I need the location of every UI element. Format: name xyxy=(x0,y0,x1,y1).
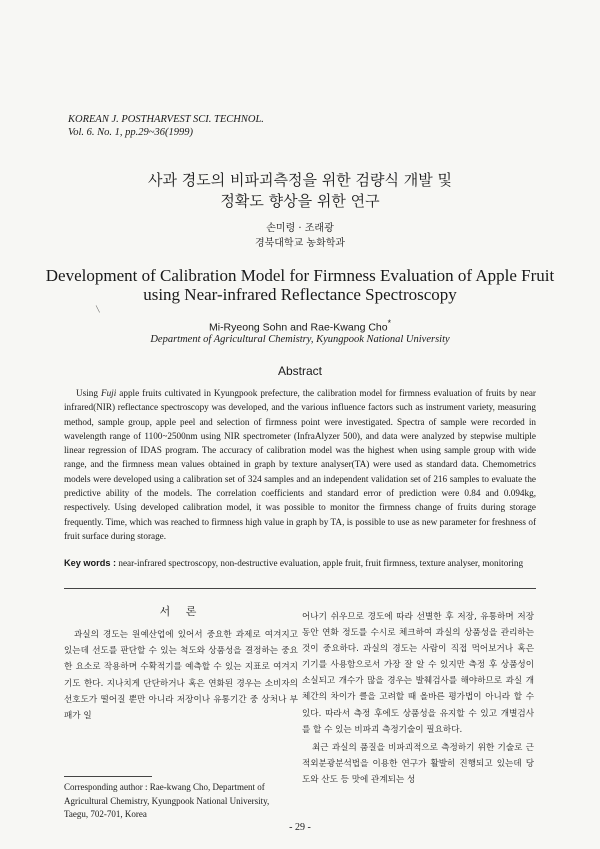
scan-mark: ╲ xyxy=(96,306,100,313)
journal-header xyxy=(68,113,264,139)
korean-title xyxy=(0,170,600,212)
abstract-heading: Abstract xyxy=(277,364,322,378)
intro-right-column xyxy=(302,609,534,788)
english-affiliation: Department of Agricultural Chemistry, Kyungpook National University xyxy=(150,334,450,345)
corresponding-author-footnote: Corresponding author : Rae-kwang Cho, Department of Agricultural Chemistry, Kyungpook National University, Taegu, 702-701, Korea xyxy=(64,782,270,819)
korean-affiliation: 경북대학교 농화학과 xyxy=(254,238,346,249)
english-author-names: Mi-Ryeong Sohn and Rae-Kwang Cho xyxy=(208,321,388,334)
section-divider xyxy=(64,588,536,589)
korean-author-block xyxy=(0,221,600,251)
keywords xyxy=(64,557,544,570)
corresponding-author-mark: * xyxy=(387,318,391,328)
intro-heading: 서 론 xyxy=(159,605,203,618)
page-number: - 29 - xyxy=(289,822,311,833)
footnote-divider xyxy=(64,776,152,777)
intro-left-column xyxy=(64,604,298,724)
korean-title-line-1: 사과 경도의 비파괴측정을 위한 검량식 개발 및 xyxy=(148,171,452,189)
cultivar-name: Fuji xyxy=(100,388,117,398)
korean-authors: 손미령 · 조래광 xyxy=(266,223,334,234)
keywords-text: near-infrared spectroscopy, non-destructive evaluation, apple fruit, fruit firmness, texture analyser, monitoring xyxy=(118,558,524,568)
intro-paragraph-1-continued: 어나기 쉬우므로 경도에 따라 선별한 후 저장, 유통하며 저장동안 연화 정도를 수시로 체크하여 과실의 상품성을 관리하는 것이 중요하다. 과실의 경도는 사람이 직접 먹어보거나 혹은 기기를 사용함으로서 가장 잘 알 수 있지만 측정 후 상품성이 소실되고 개수가 많을 경우는 발췌검사를 해야하므로 과실 개체간의 차이가 클을 고려할 때 올바른 평가법이 아니라 할 수 있다. 따라서 측정 후에도 상품성을 유지할 수 있고 개별검사를 할 수 있는 비파괴 측정기술이 필요하다. xyxy=(302,612,534,735)
intro-paragraph-2: 최근 과실의 품질을 비파괴적으로 측정하기 위한 기술로 근적외분광분석법을 이용한 연구가 활발히 진행되고 있는데 당도와 산도 등 맛에 관계되는 성 xyxy=(302,742,534,785)
english-title: Development of Calibration Model for Firmness Evaluation of Apple Fruit using Near-infrared Reflectance Spectroscopy xyxy=(45,266,555,304)
korean-title-line-2: 정확도 향상을 위한 연구 xyxy=(220,192,380,210)
journal-volume: Vol. 6. No. 1, pp.29~36(1999) xyxy=(68,127,193,138)
abstract-text: Using Fuji apple fruits cultivated in Kyungpook prefecture, the calibration model for firmness evaluation of fruits by near infrared(NIR) reflectance spectroscopy was developed, and the various influence factors such as instrument variety, measuring method, sample group, apple peel and selection of firmness point were investigated. Spectra of sample were recorded in wavelength range of 1100~2500nm using NIR spectrometer (InfraAlyzer 500), and data were analyzed by stepwise multiple linear regression of IDAS program. The accuracy of calibration model was the highest when using sample group with wide range, and the firmness mean values obtained in graph by texture analyser(TA) were used as standard data. Chemometrics models were developed using a calibration set of 324 samples and an independent validation set of 216 samples to evaluate the predictive ability of the models. The correlation coefficients and standard error of prediction were 0.84 and 0.094kg, respectively. Using developed calibration model, it was possible to monitor the firmness change of fruits during storage frequently. Time, which was reached to firmness high value in graph by TA, is possible to use as new parameter for freshness of fruit surface during storage. xyxy=(64,388,536,541)
journal-name: KOREAN J. POSTHARVEST SCI. TECHNOL. xyxy=(68,114,264,125)
keywords-label: Key words : xyxy=(64,558,117,568)
intro-paragraph-1: 과실의 경도는 원예산업에 있어서 중요한 과제로 여겨지고 있는데 선도를 판단할 수 있는 척도와 상품성을 결정하는 중요한 요소로 작용하며 수확적기를 예측할 수 있는 지표로 여겨지기도 한다. 지나치게 단단하거나 혹은 연화된 경우는 소비자의 선호도가 떨어질 뿐만 아니라 저장이나 유통기간 중 상처나 부패가 일 xyxy=(64,630,298,722)
english-authors xyxy=(0,318,600,334)
